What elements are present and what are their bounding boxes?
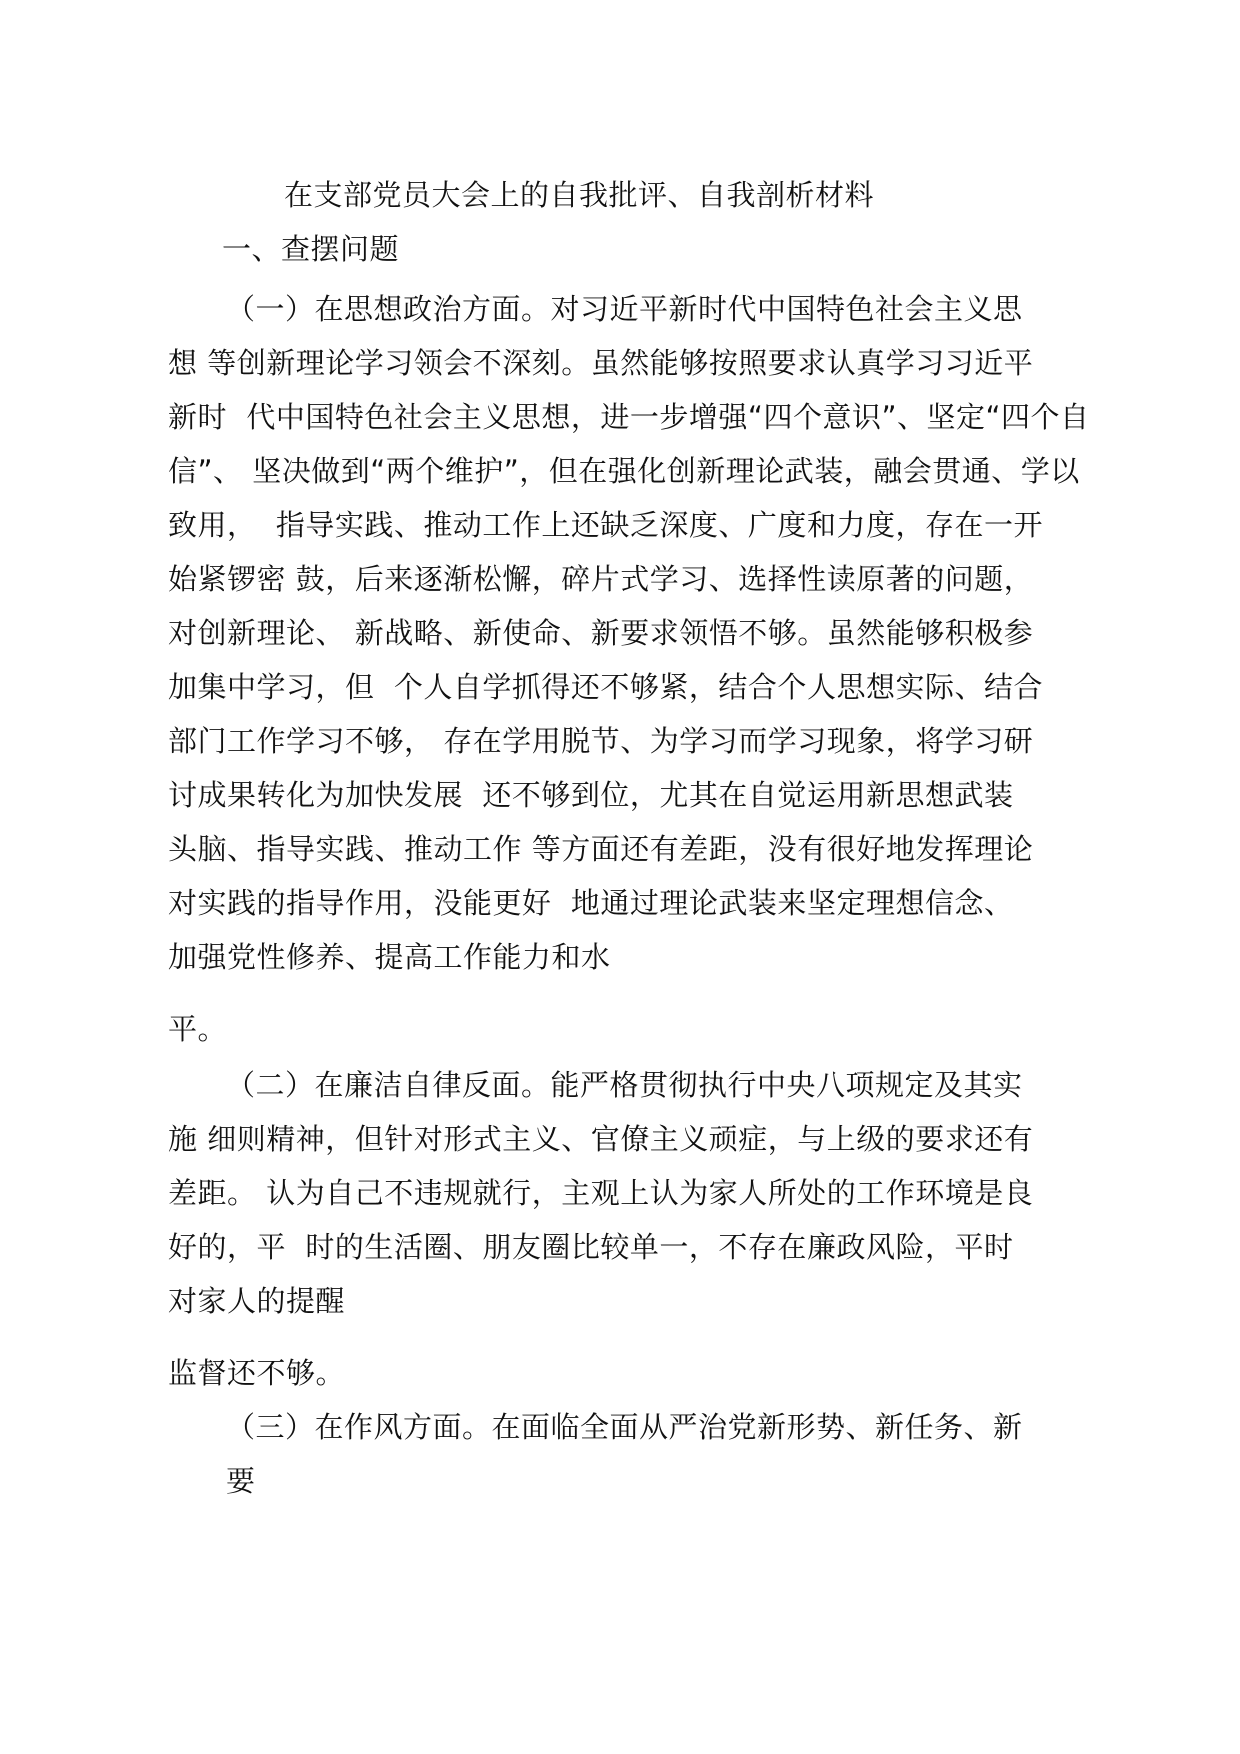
- paragraph-line: （三）在作风方面。在面临全面从严治党新形势、新任务、新: [226, 1410, 1023, 1444]
- paragraph-line: 加集中学习，但 个人自学抓得还不够紧，结合个人思想实际、结合: [168, 670, 1043, 704]
- paragraph-line: 部门工作学习不够， 存在学用脱节、为学习而学习现象，将学习研: [168, 724, 1034, 758]
- paragraph-line: 信”、 坚决做到“两个维护”，但在强化创新理论武装，融会贯通、学以: [168, 454, 1080, 488]
- paragraph-line: 新时 代中国特色社会主义思想，进一步增强“四个意识”、坚定“四个自: [168, 400, 1090, 434]
- paragraph-line: 要: [226, 1464, 256, 1498]
- paragraph-line: 施 细则精神，但针对形式主义、官僚主义顽症，与上级的要求还有: [168, 1122, 1034, 1156]
- paragraph-line: 对创新理论、 新战略、新使命、新要求领悟不够。虽然能够积极参: [168, 616, 1034, 650]
- paragraph-line: 好的，平 时的生活圈、朋友圈比较单一，不存在廉政风险，平时: [168, 1230, 1014, 1264]
- paragraph-line: 始紧锣密 鼓，后来逐渐松懈，碎片式学习、选择性读原著的问题，: [168, 562, 1034, 596]
- paragraph-line: 平。: [168, 1012, 228, 1046]
- paragraph-line: 对家人的提醒: [168, 1284, 346, 1318]
- paragraph-line: （一）在思想政治方面。对习近平新时代中国特色社会主义思: [226, 292, 1023, 326]
- paragraph-line: 头脑、指导实践、推动工作 等方面还有差距，没有很好地发挥理论: [168, 832, 1034, 866]
- paragraph-line: 差距。 认为自己不违规就行，主观上认为家人所处的工作环境是良: [168, 1176, 1034, 1210]
- paragraph-line: 讨成果转化为加快发展 还不够到位，尤其在自觉运用新思想武装: [168, 778, 1014, 812]
- paragraph-line: 想 等创新理论学习领会不深刻。虽然能够按照要求认真学习习近平: [168, 346, 1034, 380]
- paragraph-line: 加强党性修养、提高工作能力和水: [168, 940, 611, 974]
- paragraph-line: （二）在廉洁自律反面。能严格贯彻执行中央八项规定及其实: [226, 1068, 1023, 1102]
- section-heading: 一、查摆问题: [222, 232, 400, 266]
- paragraph-line: 对实践的指导作用，没能更好 地通过理论武装来坚定理想信念、: [168, 886, 1014, 920]
- paragraph-line: 监督还不够。: [168, 1356, 346, 1390]
- document-title: 在支部党员大会上的自我批评、自我剖析材料: [284, 178, 875, 212]
- paragraph-line: 致用， 指导实践、推动工作上还缺乏深度、广度和力度，存在一开: [168, 508, 1043, 542]
